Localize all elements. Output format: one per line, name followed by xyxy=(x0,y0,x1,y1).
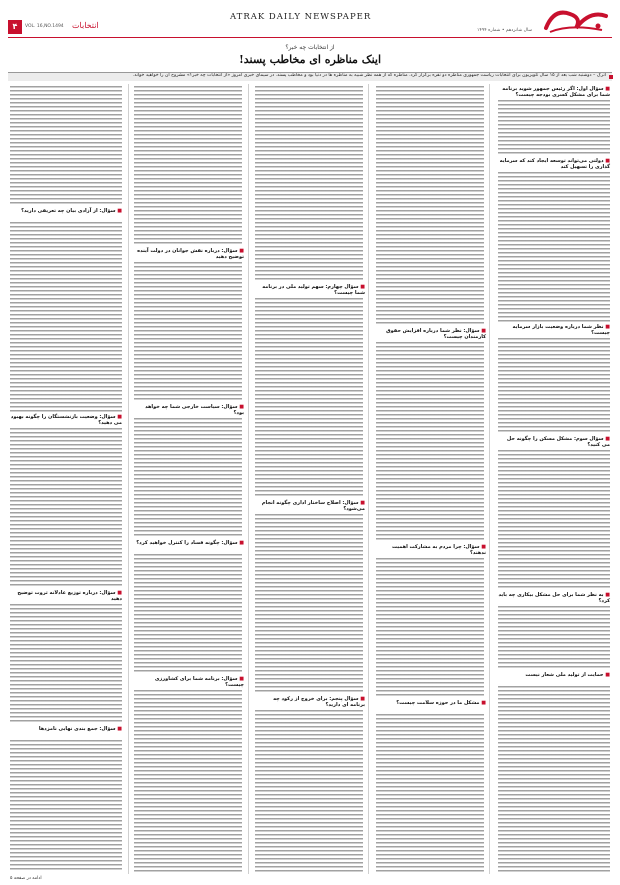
article-body-text xyxy=(498,450,610,590)
question-text: حمایت از تولید ملی شعار نیست xyxy=(525,672,604,678)
question-text: سؤال: وضعیت بازنشستگان را چگونه بهبود می دهید؟ xyxy=(10,414,122,426)
article-body-text xyxy=(498,172,610,322)
article-body-text xyxy=(10,740,122,870)
article-body-text xyxy=(255,298,363,498)
question-text: به نظر شما برای حل مشکل بیکاری چه باید کرد؟ xyxy=(498,592,610,604)
question-text: سؤال اول: اگر رئیس جمهور شوید برنامه شما برای مشکل کسری بودجه چیست؟ xyxy=(502,86,610,98)
article-body-text xyxy=(376,342,484,542)
question-text: نظر شما درباره وضعیت بازار سرمایه چیست؟ xyxy=(512,324,610,336)
question-text: سؤال پنجم: برای خروج از رکود چه برنامه ای دارید؟ xyxy=(273,696,365,708)
article-body-text xyxy=(255,86,363,282)
question-heading: ■ سؤال: وضعیت بازنشستگان را چگونه بهبود می دهید؟ xyxy=(10,414,122,426)
article-body-text xyxy=(10,86,122,206)
question-text: سؤال: برنامه شما برای کشاورزی چیست؟ xyxy=(154,676,244,688)
column-divider xyxy=(248,84,249,874)
question-heading: ■ به نظر شما برای حل مشکل بیکاری چه باید کرد؟ xyxy=(498,592,610,604)
article-body-text xyxy=(376,558,484,698)
question-text: سؤال: جمع بندی نهایی نامزدها xyxy=(38,726,116,732)
question-text: سؤال سوم: مشکل مسکن را چگونه حل می کنید؟ xyxy=(506,436,610,448)
question-heading: ■ سؤال سوم: مشکل مسکن را چگونه حل می کنید؟ xyxy=(506,436,610,448)
question-heading: ■ سؤال: اصلاح ساختار اداری چگونه انجام می‌شود؟ xyxy=(261,500,365,512)
question-heading: ■ سؤال: چگونه فساد را کنترل خواهید کرد؟ xyxy=(136,540,244,546)
section-name: انتخابات xyxy=(72,21,99,30)
question-text: سؤال: درباره توزیع عادلانه ثروت توضیح دهید xyxy=(17,590,122,602)
issue-meta: سال شانزدهم • شماره ۱۴۹۴ xyxy=(477,28,532,33)
headline-kicker: از انتخابات چه خبر؟ xyxy=(285,44,335,51)
newspaper-logo xyxy=(540,4,612,36)
continued-note: ادامه در صفحه ۵ xyxy=(10,876,42,881)
article-body-text xyxy=(134,418,242,538)
question-heading: ■ مشکل ما در حوزه سلامت چیست؟ xyxy=(396,700,486,706)
question-heading: ■ سؤال: برنامه شما برای کشاورزی چیست؟ xyxy=(154,676,244,688)
question-text: سؤال: درباره نقش جوانان در دولت آینده توضیح دهید xyxy=(137,248,244,260)
article-body-text xyxy=(498,606,610,670)
question-text: سؤال: از آزادی بیان چه تعریفی دارید؟ xyxy=(21,208,116,214)
question-heading: ■ نظر شما درباره وضعیت بازار سرمایه چیست؟ xyxy=(512,324,610,336)
question-text: سؤال: چگونه فساد را کنترل خواهید کرد؟ xyxy=(136,540,238,546)
article-body-text xyxy=(498,686,610,872)
question-text: سؤال: اصلاح ساختار اداری چگونه انجام می‌شود؟ xyxy=(261,500,365,512)
column-divider xyxy=(128,84,129,874)
article-body-text xyxy=(498,100,610,156)
question-text: سؤال چهارم: سهم تولید ملی در برنامه شما چیست؟ xyxy=(262,284,365,296)
column-divider xyxy=(368,84,369,874)
article-body-text xyxy=(376,714,484,872)
page-number-badge: ۴ xyxy=(8,20,22,34)
question-heading: ■ سؤال: سیاست خارجی شما چه خواهد بود؟ xyxy=(145,404,244,416)
article-body-text xyxy=(255,514,363,694)
article-body-text xyxy=(255,710,363,872)
masthead xyxy=(0,0,620,40)
article-body-text xyxy=(10,428,122,588)
article-body-text xyxy=(10,222,122,412)
question-heading: ■ دولتی می‌تواند توسعه ایجاد کند که سرمایه گذاری را تسهیل کند xyxy=(499,158,610,170)
article-body-text xyxy=(10,604,122,724)
article-body-text xyxy=(134,690,242,872)
question-heading: ■ سؤال: نظر شما درباره افزایش حقوق کارمندان چیست؟ xyxy=(386,328,486,340)
section-header xyxy=(8,20,106,34)
question-heading: ■ سؤال: چرا مردم به مشارکت اهمیت ندهند؟ xyxy=(391,544,486,556)
article-body-text xyxy=(134,86,242,246)
question-heading: ■ سؤال: جمع بندی نهایی نامزدها xyxy=(38,726,122,732)
lede-bullet xyxy=(609,75,613,79)
question-text: دولتی می‌تواند توسعه ایجاد کند که سرمایه گذاری را تسهیل کند xyxy=(499,158,610,170)
article-body-text xyxy=(134,554,242,674)
article-body-text xyxy=(376,86,484,326)
question-text: سؤال: سیاست خارجی شما چه خواهد بود؟ xyxy=(145,404,244,416)
question-text: سؤال: نظر شما درباره افزایش حقوق کارمندان چیست؟ xyxy=(386,328,486,340)
question-text: مشکل ما در حوزه سلامت چیست؟ xyxy=(396,700,480,706)
article-body-text xyxy=(134,262,242,402)
question-heading: ■ سؤال پنجم: برای خروج از رکود چه برنامه ای دارید؟ xyxy=(273,696,365,708)
article-body-text xyxy=(498,338,610,434)
question-heading: ■ سؤال اول: اگر رئیس جمهور شوید برنامه شما برای مشکل کسری بودجه چیست؟ xyxy=(502,86,610,98)
column-divider xyxy=(489,84,490,874)
question-heading: ■ سؤال چهارم: سهم تولید ملی در برنامه شما چیست؟ xyxy=(262,284,365,296)
question-heading: ■ سؤال: درباره نقش جوانان در دولت آینده توضیح دهید xyxy=(137,248,244,260)
masthead-divider xyxy=(8,37,612,38)
english-title: ATRAK DAILY NEWSPAPER xyxy=(230,12,372,22)
question-text: سؤال: چرا مردم به مشارکت اهمیت ندهند؟ xyxy=(391,544,486,556)
page-headline: اینک مناظره ای مخاطب پسند! xyxy=(238,53,382,66)
issue-line: VOL. 16,NO.1494 xyxy=(25,24,64,29)
question-heading: ■ سؤال: درباره توزیع عادلانه ثروت توضیح دهید xyxy=(17,590,122,602)
question-heading: ■ سؤال: از آزادی بیان چه تعریفی دارید؟ xyxy=(21,208,122,214)
question-heading: ■ حمایت از تولید ملی شعار نیست xyxy=(525,672,610,678)
lede-text: اترک – دوشنبه شب بعد از ۱۵ سال تلویزیون برای انتخابات ریاست جمهوری مناظره دو نفره برگزار کرد. مناظره که از همه نظر شبیه به مناظره ها در دنیا بود و مخاطب پسند. در سیمای خبری امروز «از انتخابات چه خبر؟» مشروح آن را خواهید خواند. xyxy=(132,73,606,78)
